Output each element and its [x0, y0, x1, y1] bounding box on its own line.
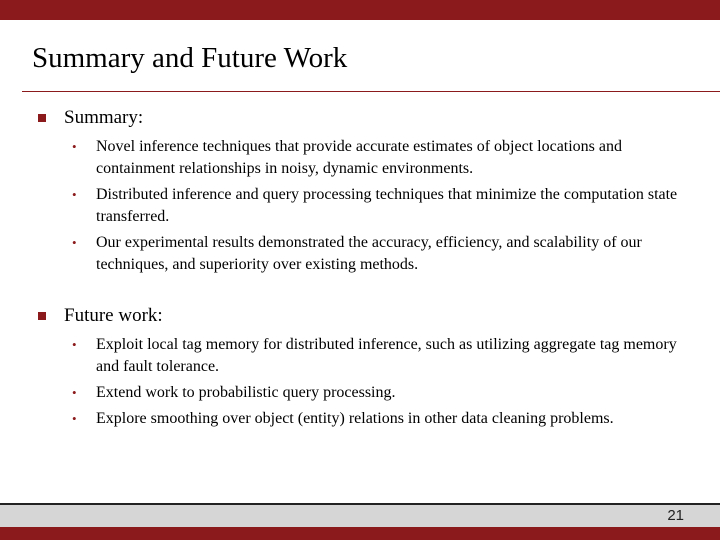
bullet-dot-icon: •	[72, 337, 77, 352]
title-divider	[22, 91, 720, 92]
bullet-dot-icon: •	[72, 411, 77, 426]
bullet-dot-icon: •	[72, 187, 77, 202]
page-number: 21	[667, 507, 684, 524]
point-text: Distributed inference and query processing techniques that minimize the computation state transferred.	[96, 186, 678, 225]
summary-section	[0, 106, 720, 276]
future-work-points	[0, 334, 720, 430]
bullet-dot-icon: •	[72, 385, 77, 400]
top-color-band	[0, 0, 720, 20]
bottom-color-band	[0, 527, 720, 540]
bullet-dot-icon: •	[72, 235, 77, 250]
square-bullet-icon	[38, 312, 46, 320]
list-item	[0, 136, 720, 180]
list-item	[0, 408, 720, 430]
square-bullet-icon	[38, 114, 46, 122]
point-text: Our experimental results demonstrated the accuracy, efficiency, and scalability of our techniques, and superiority over existing methods.	[96, 234, 642, 273]
future-work-section	[0, 304, 720, 430]
point-text: Extend work to probabilistic query processing.	[96, 384, 396, 401]
footer-band	[0, 505, 720, 527]
section-label: Future work:	[64, 305, 163, 326]
point-text: Novel inference techniques that provide accurate estimates of object locations and containment relationships in noisy, dynamic environments.	[96, 138, 623, 177]
slide-title: Summary and Future Work	[32, 42, 348, 74]
list-item	[0, 334, 720, 378]
future-work-heading	[0, 304, 720, 330]
point-text: Exploit local tag memory for distributed inference, such as utilizing aggregate tag memory and fault tolerance.	[96, 336, 677, 375]
list-item	[0, 184, 720, 228]
section-label: Summary:	[64, 107, 144, 128]
list-item	[0, 382, 720, 404]
summary-points	[0, 136, 720, 276]
point-text: Explore smoothing over object (entity) relations in other data cleaning problems.	[96, 410, 614, 427]
list-item	[0, 232, 720, 276]
summary-heading	[0, 106, 720, 132]
slide-content	[0, 106, 720, 458]
bullet-dot-icon: •	[72, 139, 77, 154]
